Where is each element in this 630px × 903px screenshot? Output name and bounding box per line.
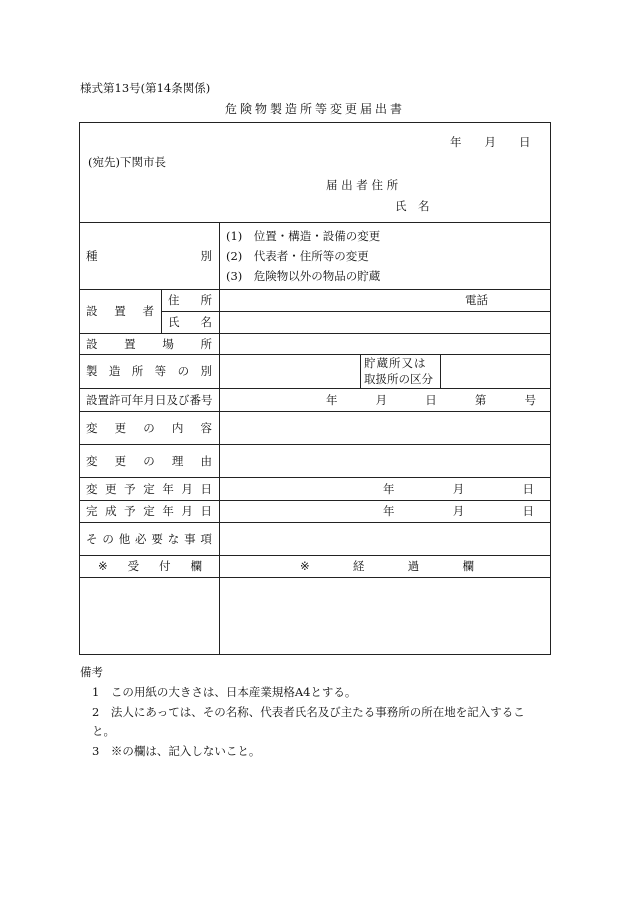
form-number: 様式第13号(第14条関係) — [80, 81, 211, 95]
phone-label: 電話 — [465, 293, 488, 307]
installer-name-label: 氏 名 — [168, 315, 212, 329]
category-option-2[interactable]: (2) 代表者・住所等の変更 — [226, 249, 369, 263]
notes-heading: 備考 — [80, 665, 103, 679]
category-option-1[interactable]: (1) 位置・構造・設備の変更 — [226, 229, 381, 243]
notes — [80, 662, 550, 761]
note-item: 2 法人にあっては、その名称、代表者氏名及び主たる事務所の所在地を記入するこ — [92, 705, 525, 719]
note-item: 1 この用紙の大きさは、日本産業規格A4とする。 — [92, 685, 357, 699]
location-label: 設 置 場 所 — [86, 337, 212, 351]
notifier-address-label: 届 出 者 住 所 — [326, 178, 399, 192]
category-label: 種 別 — [86, 249, 212, 263]
date-field[interactable]: 年 月 日 — [450, 135, 531, 149]
installer-address-label: 住 所 — [168, 293, 212, 307]
reception-label: ※ 受 付 欄 — [98, 559, 202, 573]
installer-label: 設 置 者 — [86, 304, 154, 318]
notifier-name-label: 氏 名 — [395, 199, 430, 213]
addressee: (宛先)下関市長 — [88, 155, 166, 169]
change-reason-label: 変 更 の 理 由 — [86, 454, 212, 468]
progress-label: ※ 経 過 欄 — [300, 559, 474, 573]
document-title: 危険物製造所等変更届出書 — [224, 102, 405, 116]
note-item: 3 ※の欄は、記入しないこと。 — [92, 744, 261, 758]
storage-type-label-line1: 貯蔵所又は — [364, 356, 427, 370]
storage-type-label-line2: 取扱所の区分 — [364, 372, 433, 386]
permit-label: 設置許可年月日及び番号 — [86, 393, 213, 407]
form-table — [79, 122, 551, 655]
change-content-label: 変 更 の 内 容 — [86, 421, 212, 435]
completion-date-label: 完 成 予 定 年 月 日 — [86, 504, 212, 518]
other-items-label: そ の 他 必 要 な 事 項 — [86, 532, 212, 546]
note-item-continuation: と。 — [92, 724, 115, 738]
completion-date-value[interactable]: 年 月 日 — [383, 504, 534, 518]
planned-date-value[interactable]: 年 月 日 — [383, 482, 534, 496]
planned-date-label: 変 更 予 定 年 月 日 — [86, 482, 212, 496]
facility-type-label: 製 造 所 等 の 別 — [86, 364, 212, 378]
category-option-3[interactable]: (3) 危険物以外の物品の貯蔵 — [226, 269, 381, 283]
permit-value[interactable]: 年 月 日 第 号 — [326, 393, 536, 407]
